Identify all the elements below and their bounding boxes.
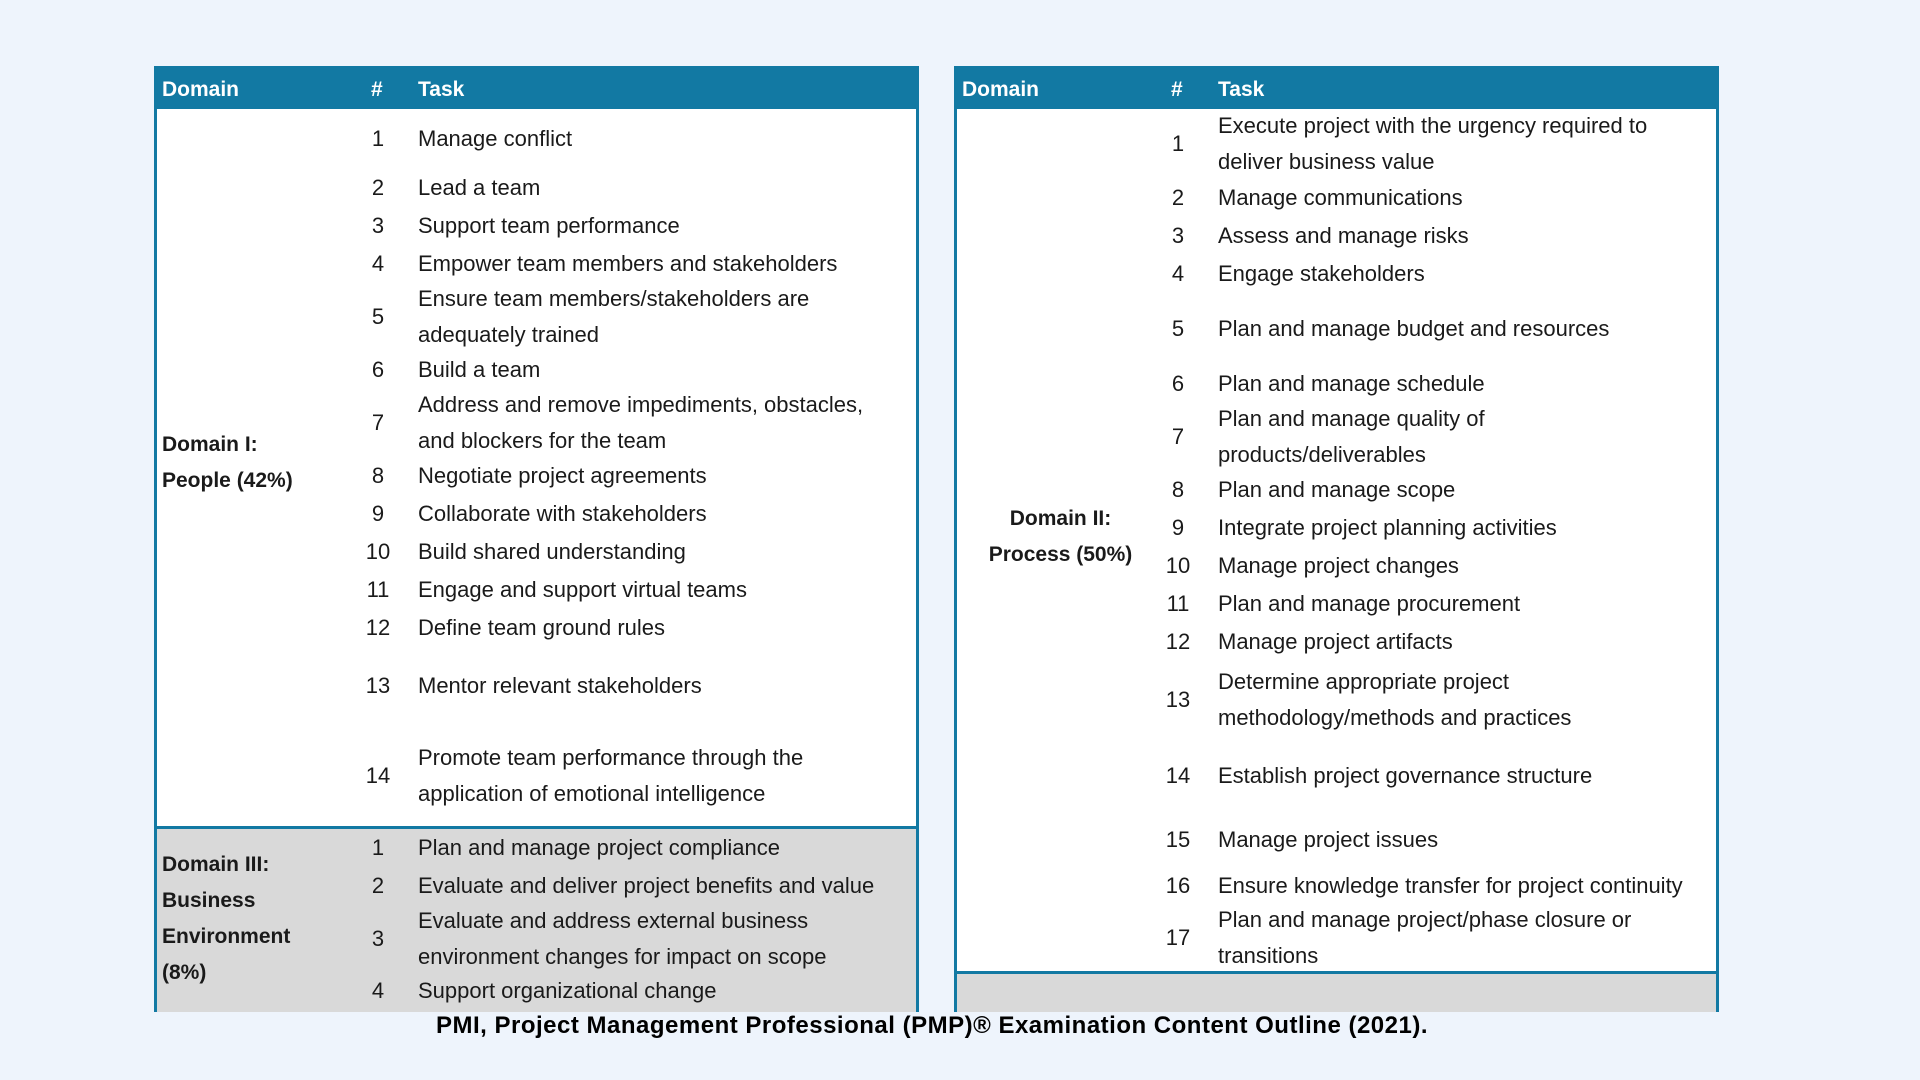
task-text: Evaluate and address external business environment changes for impact on scope bbox=[418, 908, 827, 969]
header-task: Task bbox=[418, 78, 465, 101]
table-row bbox=[157, 725, 916, 826]
source-caption: PMI, Project Management Professional (PMP)® Examination Content Outline (2021). bbox=[435, 1012, 1428, 1039]
empty-footer-band bbox=[957, 971, 1716, 1012]
task-number: 4 bbox=[371, 251, 385, 276]
task-text: Plan and manage project/phase closure or transitions bbox=[1218, 907, 1632, 968]
task-number: 8 bbox=[371, 463, 385, 488]
header-domain: Domain bbox=[962, 78, 1040, 101]
task-text: Support team performance bbox=[418, 213, 680, 238]
domain-label-line: Process (50%) bbox=[988, 543, 1133, 566]
task-text: Plan and manage budget and resources bbox=[1218, 316, 1610, 341]
header-number: # bbox=[371, 78, 383, 101]
task-text: Build shared understanding bbox=[418, 539, 686, 564]
task-text: Lead a team bbox=[418, 175, 541, 200]
header-domain: Domain bbox=[162, 78, 240, 101]
left-domain-table bbox=[154, 66, 919, 1012]
table-row bbox=[157, 495, 916, 533]
task-text: Mentor relevant stakeholders bbox=[418, 673, 702, 698]
table-row bbox=[957, 813, 1716, 867]
table-row bbox=[957, 867, 1716, 905]
task-text: Promote team performance through the application of emotional intelligence bbox=[418, 744, 804, 806]
task-text: Plan and manage procurement bbox=[1218, 591, 1521, 616]
domain-label-line: Domain III: bbox=[162, 853, 270, 876]
domain-label-line: Domain II: bbox=[1009, 507, 1112, 530]
task-text: Collaborate with stakeholders bbox=[418, 501, 707, 526]
task-number: 16 bbox=[1165, 873, 1191, 898]
table-row bbox=[957, 293, 1716, 365]
task-number: 1 bbox=[1171, 131, 1185, 156]
task-text: Plan and manage quality of products/deliverables bbox=[1218, 406, 1485, 467]
table-row bbox=[157, 245, 916, 283]
table-row bbox=[957, 365, 1716, 403]
right-domain-table bbox=[954, 66, 1719, 1012]
table-row bbox=[157, 109, 916, 169]
task-number: 4 bbox=[371, 978, 385, 1003]
task-text: Negotiate project agreements bbox=[418, 463, 707, 488]
header-task: Task bbox=[1218, 78, 1265, 101]
task-text: Build a team bbox=[418, 357, 541, 382]
task-number: 3 bbox=[1171, 223, 1185, 248]
task-number: 3 bbox=[371, 926, 385, 951]
table-row bbox=[957, 547, 1716, 585]
table-row bbox=[957, 255, 1716, 293]
domain-label-line: Environment bbox=[162, 925, 291, 948]
task-number: 7 bbox=[1171, 424, 1185, 449]
task-text: Establish project governance structure bbox=[1218, 763, 1593, 788]
task-number: 1 bbox=[371, 835, 385, 860]
task-number: 4 bbox=[1171, 261, 1185, 286]
task-number: 13 bbox=[1165, 687, 1191, 712]
task-number: 14 bbox=[1165, 763, 1191, 788]
task-text: Plan and manage scope bbox=[1218, 477, 1456, 502]
task-text: Determine appropriate project methodology/methods and practices bbox=[1218, 669, 1572, 730]
task-number: 6 bbox=[371, 357, 385, 382]
task-number: 12 bbox=[365, 615, 391, 640]
table-row bbox=[957, 471, 1716, 509]
task-number: 10 bbox=[1165, 553, 1191, 578]
task-number: 9 bbox=[1171, 515, 1185, 540]
task-number: 7 bbox=[371, 410, 385, 435]
table-row bbox=[957, 509, 1716, 547]
task-text: Engage stakeholders bbox=[1218, 261, 1425, 286]
task-text: Manage communications bbox=[1218, 185, 1463, 210]
task-number: 9 bbox=[371, 501, 385, 526]
task-text: Assess and manage risks bbox=[1218, 223, 1469, 248]
task-text: Manage project artifacts bbox=[1218, 629, 1453, 654]
table-row bbox=[957, 179, 1716, 217]
task-text: Plan and manage schedule bbox=[1218, 371, 1485, 396]
table-row bbox=[157, 207, 916, 245]
domain-label-line: People (42%) bbox=[162, 469, 293, 492]
task-text: Support organizational change bbox=[418, 978, 717, 1003]
task-text: Empower team members and stakeholders bbox=[418, 251, 838, 276]
task-number: 2 bbox=[371, 175, 385, 200]
task-text: Manage project issues bbox=[1218, 827, 1439, 852]
task-text: Manage project changes bbox=[1218, 553, 1459, 578]
table-row bbox=[957, 739, 1716, 813]
table-row bbox=[957, 623, 1716, 661]
table-row bbox=[157, 973, 916, 1009]
task-number: 5 bbox=[1171, 316, 1185, 341]
task-text: Ensure team members/stakeholders are adequately trained bbox=[418, 286, 810, 347]
task-text: Plan and manage project compliance bbox=[418, 835, 781, 860]
table-row bbox=[957, 109, 1716, 179]
task-text: Address and remove impediments, obstacles, and blockers for the team bbox=[418, 392, 864, 453]
table-row bbox=[157, 457, 916, 495]
table-row bbox=[957, 905, 1716, 971]
table-row bbox=[157, 169, 916, 207]
task-text: Integrate project planning activities bbox=[1218, 515, 1557, 540]
table-row bbox=[157, 647, 916, 725]
table-row bbox=[157, 389, 916, 457]
task-number: 15 bbox=[1165, 827, 1191, 852]
task-number: 8 bbox=[1171, 477, 1185, 502]
task-text: Engage and support virtual teams bbox=[418, 577, 747, 602]
task-number: 17 bbox=[1165, 925, 1191, 950]
task-number: 12 bbox=[1165, 629, 1191, 654]
task-text: Ensure knowledge transfer for project continuity bbox=[1218, 873, 1683, 898]
table-row bbox=[957, 403, 1716, 471]
table-row bbox=[157, 867, 916, 905]
table-row bbox=[157, 609, 916, 647]
domain-label-line: Business bbox=[162, 889, 256, 912]
task-text: Execute project with the urgency required to deliver business value bbox=[1218, 113, 1648, 174]
table-row bbox=[157, 829, 916, 867]
table-row bbox=[957, 217, 1716, 255]
task-text: Manage conflict bbox=[418, 126, 573, 151]
domain-label-line: (8%) bbox=[162, 961, 207, 984]
task-number: 10 bbox=[365, 539, 391, 564]
task-number: 2 bbox=[371, 873, 385, 898]
table-row bbox=[957, 585, 1716, 623]
task-number: 11 bbox=[366, 577, 390, 602]
table-row bbox=[957, 661, 1716, 739]
task-number: 6 bbox=[1171, 371, 1185, 396]
task-number: 13 bbox=[365, 673, 391, 698]
task-text: Evaluate and deliver project benefits and value bbox=[418, 873, 875, 898]
table-header bbox=[157, 69, 916, 109]
task-text: Define team ground rules bbox=[418, 615, 666, 640]
table-row bbox=[157, 351, 916, 389]
task-number: 5 bbox=[371, 304, 385, 329]
table-row bbox=[157, 571, 916, 609]
task-number: 2 bbox=[1171, 185, 1185, 210]
table-row bbox=[157, 533, 916, 571]
table-row bbox=[157, 905, 916, 973]
header-number: # bbox=[1171, 78, 1183, 101]
table-row bbox=[157, 283, 916, 351]
table-header bbox=[957, 69, 1716, 109]
task-number: 3 bbox=[371, 213, 385, 238]
task-number: 1 bbox=[371, 126, 385, 151]
task-number: 11 bbox=[1166, 591, 1190, 616]
domain-label-line: Domain I: bbox=[162, 433, 258, 456]
task-number: 14 bbox=[365, 762, 391, 788]
